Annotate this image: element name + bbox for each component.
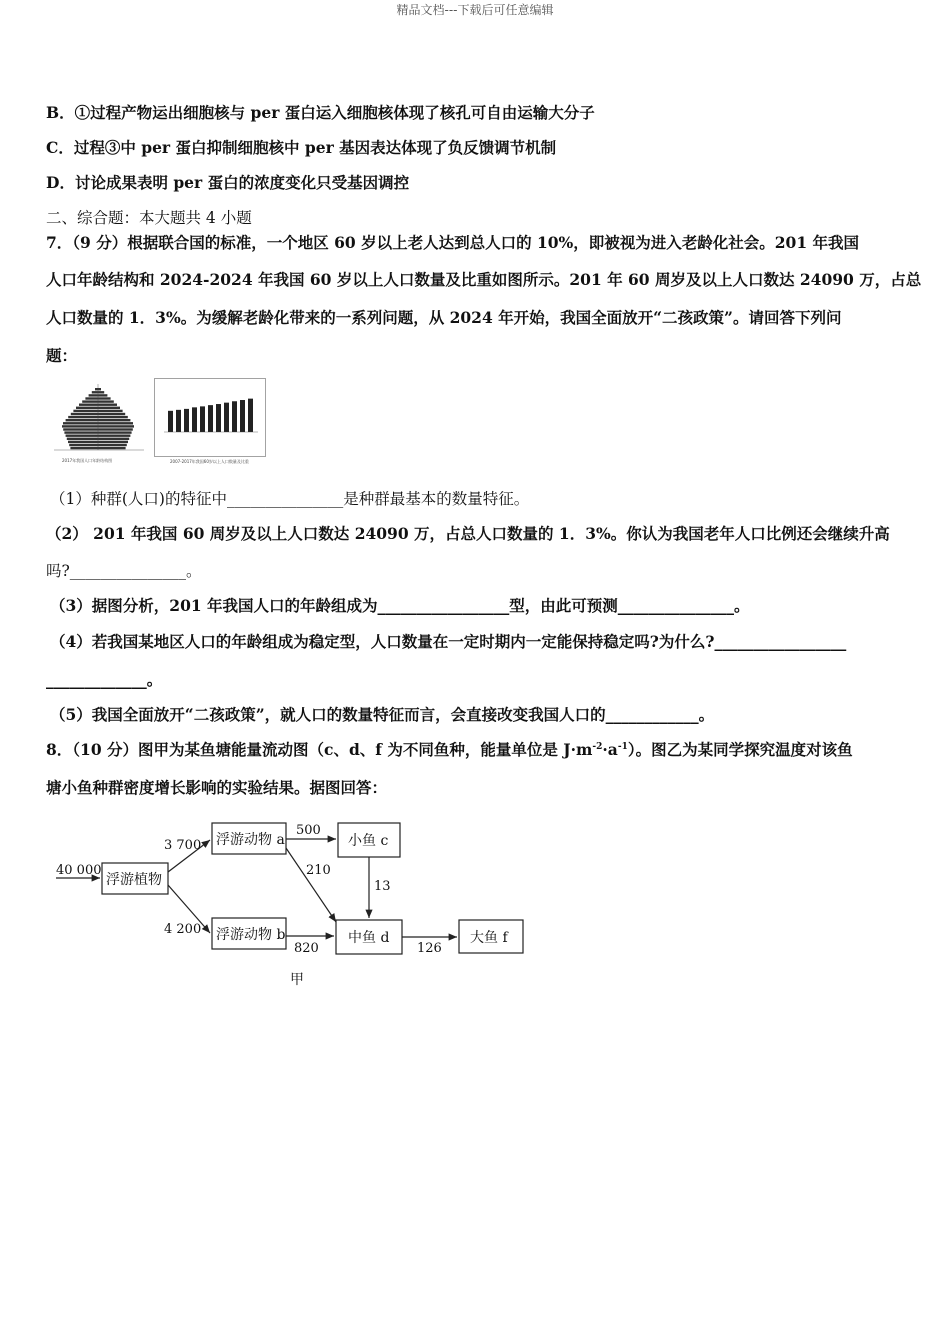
q8-exp-1: -2 bbox=[592, 741, 603, 752]
flow-to-a-value: 3 700 bbox=[164, 838, 202, 853]
elderly-chart-caption: 2007-2017年我国60岁以上人口数量及比重 bbox=[170, 459, 249, 464]
age-pyramid-caption: 2017年我国人口年龄结构图 bbox=[62, 458, 113, 463]
question-7-figures bbox=[46, 378, 266, 468]
pyramid-bar bbox=[63, 422, 98, 424]
elderly-bar bbox=[192, 407, 197, 432]
node-phytoplankton-label: 浮游植物 bbox=[106, 872, 162, 888]
pyramid-bar bbox=[98, 416, 128, 418]
question-7-part-1: （1）种群(人口)的特征中_______________是种群最基本的数量特征。 bbox=[50, 490, 530, 508]
flow-c-to-d-value: 13 bbox=[374, 879, 391, 894]
pyramid-bar bbox=[98, 438, 129, 440]
elderly-population-chart bbox=[154, 378, 266, 466]
elderly-bar bbox=[248, 399, 253, 432]
node-small-fish-c-label: 小鱼 c bbox=[348, 833, 389, 849]
question-7-part-4-line-1: （4）若我国某地区人口的年龄组成为稳定型，人口数量在一定时期内一定能保持稳定吗?为什么?_________________ bbox=[50, 632, 847, 651]
pyramid-bar bbox=[98, 428, 133, 430]
pyramid-bar bbox=[98, 397, 111, 399]
pyramid-bar bbox=[98, 391, 104, 393]
energy-flow-diagram bbox=[54, 812, 534, 994]
q8-text-a: 8．（10 分）图甲为某鱼塘能量流动图（c、d、f 为不同鱼种，能量单位是 J·m bbox=[46, 740, 593, 759]
pyramid-bar bbox=[68, 441, 98, 443]
elderly-bar bbox=[224, 403, 229, 432]
question-7-part-4-line-2: _____________。 bbox=[46, 670, 163, 689]
elderly-bar bbox=[216, 404, 221, 432]
pyramid-bar bbox=[69, 444, 98, 446]
node-middle-fish-d-label: 中鱼 d bbox=[348, 930, 390, 946]
pyramid-bar bbox=[95, 388, 98, 390]
pyramid-bar bbox=[98, 410, 123, 412]
question-7-line-3: 人口数量的 1．3%。为缓解老龄化带来的一系列问题，从 2024 年开始，我国全面放开“二孩政策”。请回答下列问 bbox=[46, 308, 842, 327]
question-8-line-1 bbox=[46, 740, 904, 760]
section-heading: 二、综合题：本大题共 4 小题 bbox=[46, 209, 252, 227]
pyramid-bar bbox=[98, 419, 130, 421]
elderly-bar bbox=[184, 409, 189, 432]
pyramid-bar bbox=[89, 394, 98, 396]
q8-exp-2: -1 bbox=[617, 741, 628, 752]
question-8-line-2: 塘小鱼种群密度增长影响的实验结果。据图回答： bbox=[46, 778, 388, 797]
pyramid-bar bbox=[66, 435, 98, 437]
elderly-bar bbox=[240, 400, 245, 432]
pyramid-bar bbox=[68, 416, 98, 418]
node-zooplankton-a-label: 浮游动物 a bbox=[216, 832, 285, 848]
elderly-bar bbox=[208, 405, 213, 432]
pyramid-bar bbox=[98, 394, 107, 396]
pyramid-bar bbox=[98, 388, 101, 390]
question-7-part-3: （3）据图分析，201 年我国人口的年龄组成为_________________型，由此可预测_______________。 bbox=[50, 596, 750, 615]
pyramid-bar bbox=[82, 400, 98, 402]
question-7-line-2: 人口年龄结构和 2024-2024 年我国 60 岁以上人口数量及比重如图所示。201 年 60 周岁及以上人口数达 24090 万，占总 bbox=[46, 270, 922, 289]
question-7-part-2-line-1: （2） 201 年我国 60 周岁及以上人口数达 24090 万，占总人口数量的 1．3%。你认为我国老年人口比例还会继续升高 bbox=[46, 524, 890, 543]
pyramid-bar bbox=[98, 425, 134, 427]
pyramid-bar bbox=[98, 444, 127, 446]
page-header: 精品文档---下载后可任意编辑 bbox=[396, 3, 554, 17]
q8-text-b: ）。图乙为某同学探究温度对该鱼 bbox=[627, 740, 853, 759]
pyramid-bar bbox=[98, 422, 133, 424]
option-b: B．①过程产物运出细胞核与 per 蛋白运入细胞核体现了核孔可自由运输大分子 bbox=[46, 103, 595, 122]
pyramid-bar bbox=[66, 419, 98, 421]
pyramid-bar bbox=[98, 404, 117, 406]
flow-b-to-d-value: 820 bbox=[294, 941, 319, 956]
elderly-bar bbox=[168, 411, 173, 432]
pyramid-bar bbox=[73, 410, 98, 412]
elderly-bar bbox=[232, 401, 237, 432]
pyramid-bar bbox=[76, 407, 98, 409]
question-7-line-1: 7．（9 分）根据联合国的标准，一个地区 60 岁以上老人达到总人口的 10%，即被视为进入老龄化社会。201 年我国 bbox=[46, 233, 860, 252]
flow-to-b-value: 4 200 bbox=[164, 922, 202, 937]
node-large-fish-f-label: 大鱼 f bbox=[470, 930, 508, 946]
question-7-part-2-line-2: 吗?_______________。 bbox=[46, 562, 202, 580]
question-7-part-5: （5）我国全面放开“二孩政策”，就人口的数量特征而言，会直接改变我国人口的____________。 bbox=[50, 705, 715, 724]
elderly-bar bbox=[200, 406, 205, 432]
pyramid-bar bbox=[71, 413, 98, 415]
pyramid-bar bbox=[85, 397, 98, 399]
pyramid-bar bbox=[63, 428, 98, 430]
flow-a-to-c-value: 500 bbox=[296, 823, 321, 838]
q8-text-mid: ·a bbox=[602, 740, 618, 759]
pyramid-bar bbox=[79, 404, 98, 406]
elderly-bar bbox=[176, 410, 181, 432]
node-zooplankton-b-label: 浮游动物 b bbox=[216, 927, 286, 943]
pyramid-bar bbox=[98, 435, 130, 437]
pyramid-bar bbox=[98, 400, 114, 402]
option-c: C．过程③中 per 蛋白抑制细胞核中 per 基因表达体现了负反馈调节机制 bbox=[46, 138, 557, 157]
pyramid-bar bbox=[62, 425, 98, 427]
pyramid-bar bbox=[98, 441, 128, 443]
flow-input-value: 40 000 bbox=[56, 863, 102, 878]
age-pyramid-figure bbox=[46, 378, 150, 466]
flow-d-to-f-value: 126 bbox=[417, 941, 442, 956]
flow-a-to-d-value: 210 bbox=[306, 863, 331, 878]
figure-label-jia: 甲 bbox=[290, 972, 304, 988]
pyramid-bar bbox=[67, 438, 98, 440]
pyramid-bar bbox=[98, 447, 126, 449]
option-d: D．讨论成果表明 per 蛋白的浓度变化只受基因调控 bbox=[46, 173, 410, 192]
pyramid-bar bbox=[98, 407, 120, 409]
edge-a-to-d bbox=[286, 848, 336, 922]
pyramid-bar bbox=[92, 391, 98, 393]
pyramid-bar bbox=[98, 431, 132, 433]
pyramid-bar bbox=[70, 447, 98, 449]
pyramid-bar bbox=[98, 413, 125, 415]
question-7-line-4: 题： bbox=[46, 346, 78, 365]
pyramid-bar bbox=[64, 431, 98, 433]
